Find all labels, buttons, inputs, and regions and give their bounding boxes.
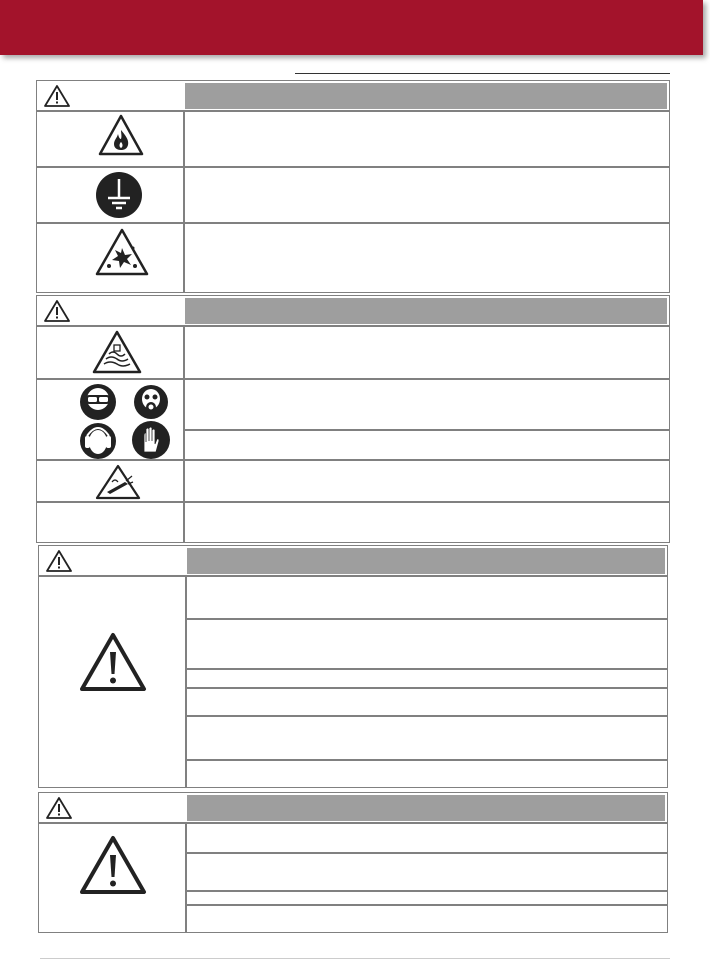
notice-header-bar bbox=[187, 795, 665, 821]
notice-section bbox=[38, 792, 668, 933]
title-banner bbox=[0, 0, 703, 55]
toxic-vapor-icon bbox=[92, 330, 142, 374]
flammable-icon bbox=[98, 114, 144, 156]
ear-protection-icon bbox=[79, 422, 117, 460]
footer-rule bbox=[40, 958, 670, 959]
notice-header-label bbox=[39, 793, 185, 823]
warning-header-label bbox=[37, 296, 183, 326]
danger-section bbox=[36, 80, 670, 293]
caution-section bbox=[38, 545, 668, 788]
gloves-icon bbox=[131, 420, 171, 460]
respirator-icon bbox=[133, 383, 169, 421]
warning-triangle-icon bbox=[44, 85, 70, 107]
caution-header-label bbox=[39, 546, 185, 576]
explosive-icon bbox=[95, 228, 149, 276]
safety-goggles-icon bbox=[79, 383, 117, 421]
header-rule bbox=[295, 73, 670, 74]
caution-header-bar bbox=[187, 548, 665, 574]
high-pressure-injection-icon bbox=[95, 464, 141, 500]
large-warning-triangle-icon bbox=[79, 835, 147, 895]
danger-header-label bbox=[37, 81, 183, 111]
warning-triangle-icon bbox=[46, 550, 72, 572]
warning-section bbox=[36, 295, 670, 543]
large-warning-triangle-icon bbox=[79, 632, 147, 692]
grounding-icon bbox=[94, 170, 144, 220]
warning-triangle-icon bbox=[44, 300, 70, 322]
danger-header-bar bbox=[185, 83, 667, 109]
warning-triangle-icon bbox=[46, 797, 72, 819]
warning-header-bar bbox=[185, 298, 667, 324]
